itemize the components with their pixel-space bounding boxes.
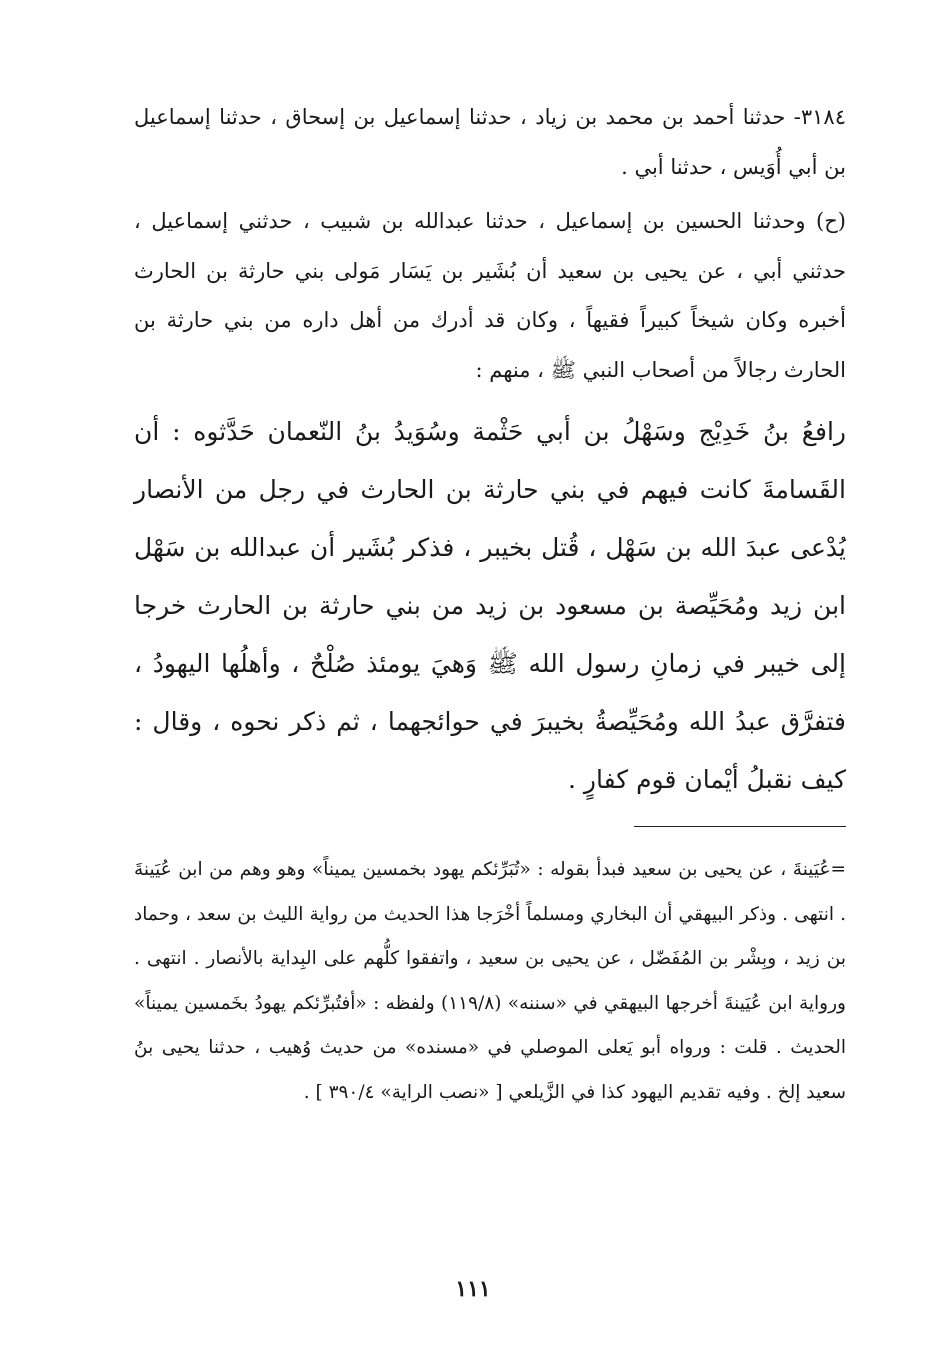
hadith-isnad-first: ٣١٨٤- حدثنا أحمد بن محمد بن زياد ، حدثنا إسماعيل بن إسحاق ، حدثنا إسماعيل بن أبي أُوَيس ، حدثنا أبي . — [134, 105, 846, 179]
hadith-matn: رافعُ بنُ خَدِيْج وسَهْلُ بن أبي حَثْمة وسُوَيدُ بنُ النّعمان حَدَّثوه : أن القَسامةَ كانت فيهم في بني حارثة بن الحارث في رجل من الأنصار يُدْعى عبدَ الله بن سَهْل ، قُتل بخيبر ، فذكر بُشَير أن عبدالله بن سَهْل ابن زيد ومُحَيِّصة بن مسعود بن زيد من بني حارثة بن الحارث خرجا إلى خيبر في زمانِ رسول الله ﷺ وَهيَ يومئذ صُلْحٌ ، وأهلُها اليهودُ ، فتفرَّق عبدُ الله ومُحَيِّصةُ بخيبرَ في حوائجهما ، ثم ذكر نحوه ، وقال : كيف نقبلُ أيْمان قوم كفارٍ . — [134, 417, 846, 794]
hadith-isnad-second: (ح) وحدثنا الحسين بن إسماعيل ، حدثنا عبدالله بن شبيب ، حدثني إسماعيل ، حدثني أبي ، عن يحيى بن سعيد أن بُشَير بن يَسَار مَولى بني حارثة بن الحارث أخبره وكان شيخاً كبيراً فقيهاً ، وكان قد أدرك من أهل داره من بني حارثة بن الحارث رجالاً من أصحاب النبي ﷺ ، منهم : — [134, 209, 846, 382]
footnote-separator — [634, 826, 846, 827]
footnote-text: =عُيَينةَ ، عن يحيى بن سعيد فبدأ بقوله : «تُبَرِّئكم يهود بخمسين يميناً» وهو وهم من ابن عُيَينةَ . انتهى . وذكر البيهقي أن البخاري ومسلماً أخْرَجا هذا الحديث من رواية الليث بن سعد ، وحماد بن زيد ، وبِشْر بن المُفَضّل ، عن يحيى بن سعيد ، واتفقوا كلُّهم على البِداية بالأنصار . انتهى . ورواية ابن عُيَينةَ أخرجها البيهقي في «سننه» (١١٩/٨) ولفظه : «أفتُبرِّئكم يهودُ بخَمسين يميناً» الحديث . قلت : ورواه أبو يَعلى الموصلي في «مسنده» من حديث وُهيب ، حدثنا يحيى بنُ سعيد إلخ . وفيه تقديم اليهود كذا في الزَّيلعي [ «نصب الراية» ٣٩٠/٤ ] . — [134, 859, 846, 1103]
page-number: ١١١ — [455, 1276, 491, 1302]
